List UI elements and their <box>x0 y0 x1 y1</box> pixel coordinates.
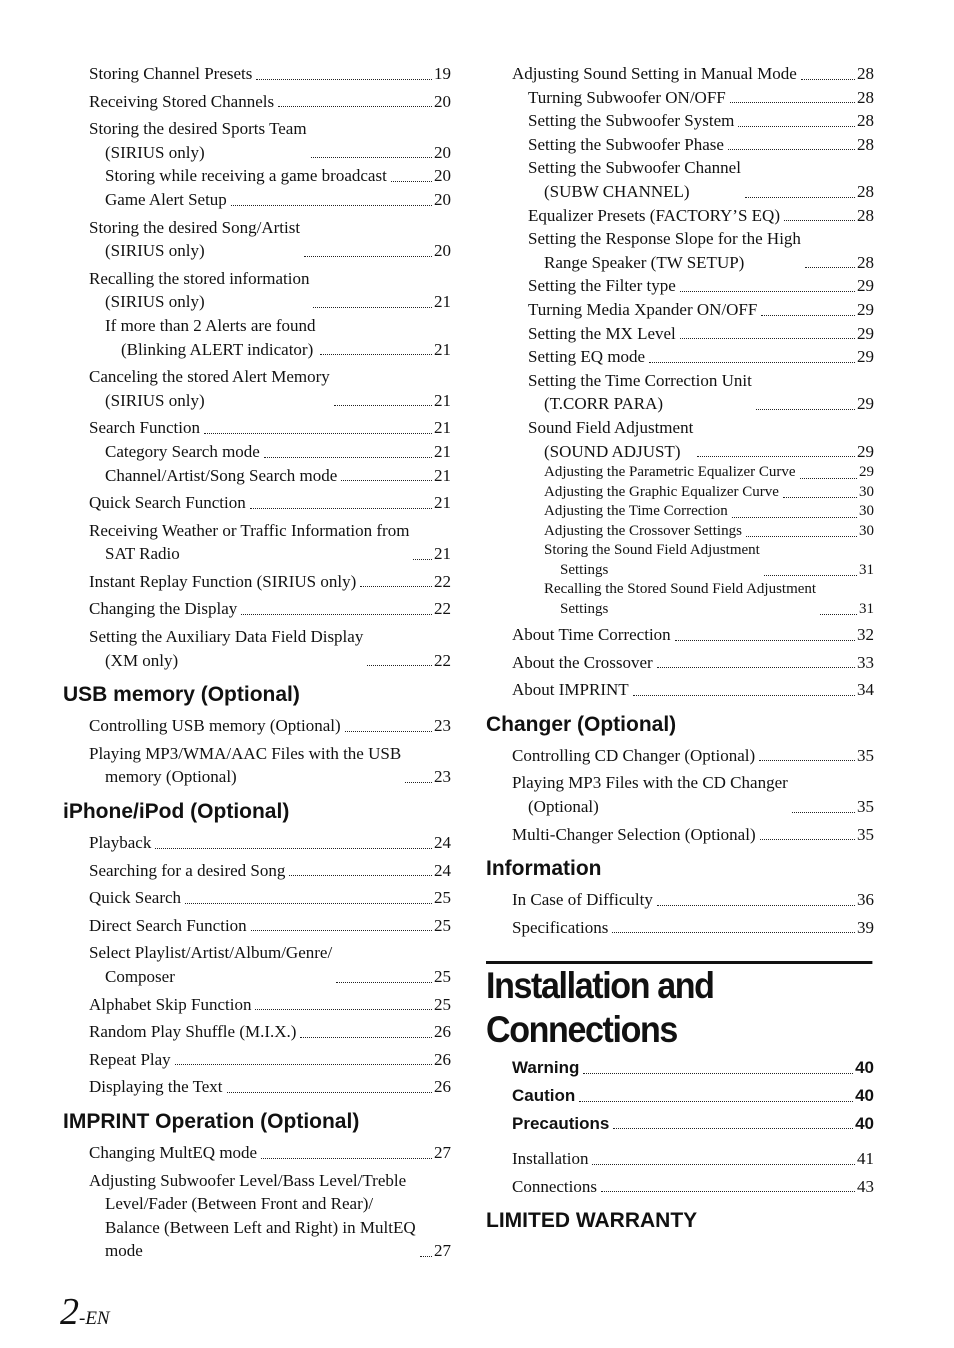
dot-leader <box>241 614 432 615</box>
toc-entry-title: Receiving Stored Channels <box>89 91 275 111</box>
toc-entry-page: 29 <box>857 299 874 319</box>
dot-leader <box>649 362 855 363</box>
toc-entry[interactable] <box>63 831 451 855</box>
toc-entry-title: Adjusting the Crossover Settings <box>544 522 742 539</box>
dot-leader <box>730 102 855 103</box>
toc-entry-title: Instant Replay Function (SIRIUS only) <box>89 571 357 591</box>
dot-leader <box>261 1158 432 1159</box>
section-heading: iPhone/iPod (Optional) <box>63 800 290 824</box>
dot-leader <box>341 480 432 481</box>
toc-entry-page: 28 <box>857 111 874 131</box>
section-heading: Changer (Optional) <box>486 712 677 736</box>
toc-entry-page: 30 <box>859 483 874 500</box>
dot-leader <box>278 106 432 107</box>
toc-entry[interactable] <box>63 570 451 594</box>
toc-entry-page: 28 <box>857 181 874 201</box>
dot-leader <box>300 1037 432 1038</box>
toc-entry[interactable] <box>486 522 874 542</box>
toc-entry-page: 22 <box>434 650 451 670</box>
toc-entry[interactable] <box>486 133 874 157</box>
toc-entry[interactable] <box>486 1175 874 1199</box>
dot-leader <box>367 665 432 666</box>
toc-entry-title: Adjusting the Parametric Equalizer Curve <box>544 464 796 481</box>
toc-entry-title: Controlling CD Changer (Optional) <box>512 745 756 765</box>
dot-leader <box>413 559 432 560</box>
dot-leader <box>801 79 855 80</box>
toc-entry-page: 31 <box>859 561 874 578</box>
toc-entry-title: Setting the Time Correction Unit (T.CORR PARA) <box>528 370 752 414</box>
toc-entry-title: Changing MultEQ mode <box>89 1142 258 1162</box>
toc-entry[interactable] <box>486 502 874 522</box>
toc-entry[interactable] <box>63 90 451 114</box>
toc-entry-page: 40 <box>855 1113 874 1133</box>
toc-entry[interactable] <box>63 1020 451 1044</box>
dot-leader <box>745 197 855 198</box>
page-footer <box>60 1290 110 1334</box>
dot-leader <box>583 1073 853 1074</box>
toc-entry[interactable] <box>486 651 874 675</box>
toc-entry-title: In Case of Difficulty <box>512 890 653 910</box>
toc-entry[interactable] <box>63 1169 451 1263</box>
toc-entry-title: Setting the Auxiliary Data Field Display (XM only) <box>89 627 364 670</box>
toc-entry-page: 29 <box>859 464 874 481</box>
toc-entry[interactable] <box>486 227 874 274</box>
dot-leader <box>304 256 432 257</box>
dot-leader <box>764 575 857 576</box>
toc-entry-title: Setting the Subwoofer Phase <box>528 134 724 154</box>
toc-entry-page: 21 <box>434 339 451 359</box>
section-heading: IMPRINT Operation (Optional) <box>63 1109 360 1133</box>
toc-entry-page: 26 <box>434 1077 451 1097</box>
toc-entry-title: If more than 2 Alerts are found (Blinking ALERT indicator) <box>105 315 316 359</box>
toc-entry[interactable] <box>63 216 451 263</box>
toc-entry[interactable] <box>486 298 874 322</box>
toc-entry[interactable] <box>486 916 874 940</box>
toc-entry-page: 24 <box>434 833 451 853</box>
toc-entry-page: 35 <box>857 745 874 765</box>
dot-leader <box>579 1101 853 1102</box>
toc-entry-title: Setting the Filter type <box>528 276 676 296</box>
toc-entry[interactable] <box>63 365 451 412</box>
toc-entry-page: 27 <box>434 1142 451 1162</box>
toc-entry[interactable] <box>63 859 451 883</box>
toc-entry-page: 20 <box>434 166 451 186</box>
dot-leader <box>264 457 432 458</box>
toc-entry-title: Adjusting Subwoofer Level/Bass Level/Treble Level/Fader (Between Front and Rear)/ Balance (Between Left and Right) in MultEQ mode <box>89 1170 416 1261</box>
toc-entry-title: Setting the MX Level <box>528 323 676 343</box>
toc-entry-page: 25 <box>434 967 451 986</box>
toc-entry[interactable] <box>486 888 874 912</box>
toc-entry-title: Receiving Weather or Traffic Information from SAT Radio <box>89 520 410 564</box>
toc-entry-page: 25 <box>434 915 451 935</box>
toc-entry[interactable] <box>63 1075 451 1099</box>
toc-entry-page: 24 <box>434 860 451 880</box>
toc-entry-page: 34 <box>857 680 874 700</box>
toc-entry[interactable] <box>63 941 451 988</box>
dot-leader <box>697 456 855 457</box>
dot-leader <box>313 307 432 308</box>
toc-entry-page: 25 <box>434 888 451 908</box>
toc-entry[interactable] <box>63 416 451 440</box>
dot-leader <box>289 875 432 876</box>
toc-entry[interactable] <box>63 886 451 910</box>
toc-entry-page: 21 <box>434 390 451 410</box>
toc-entry-page: 21 <box>434 441 451 461</box>
toc-entry-title: Adjusting the Graphic Equalizer Curve <box>544 483 779 500</box>
dot-leader <box>360 586 432 587</box>
toc-entry-title: Quick Search Function <box>89 493 246 513</box>
toc-entry[interactable] <box>486 1147 874 1171</box>
toc-entry-page: 28 <box>857 205 874 225</box>
toc-entry[interactable] <box>486 345 874 369</box>
toc-entry-title: Changing the Display <box>89 599 238 619</box>
dot-leader <box>792 812 855 813</box>
toc-entry-title: Game Alert Setup <box>105 189 227 209</box>
toc-entry-page: 21 <box>434 465 451 485</box>
toc-entry-page: 27 <box>434 1241 451 1261</box>
dot-leader <box>680 291 855 292</box>
toc-entry[interactable] <box>486 541 874 580</box>
toc-entry[interactable] <box>486 483 874 503</box>
toc-entry-title: Channel/Artist/Song Search mode <box>105 465 338 485</box>
section-heading: LIMITED WARRANTY <box>486 1209 698 1233</box>
toc-entry-page: 40 <box>855 1086 874 1106</box>
toc-entry-page: 29 <box>857 394 874 414</box>
toc-entry-title: Playback <box>89 833 152 853</box>
toc-entry-title: Setting EQ mode <box>528 347 646 367</box>
page-language-suffix: -EN <box>79 1308 110 1329</box>
dot-leader <box>675 640 855 641</box>
toc-entry-title: Setting the Response Slope for the High Range Speaker (TW SETUP) <box>528 229 801 272</box>
toc-entry[interactable] <box>63 519 451 566</box>
toc-entry[interactable] <box>63 625 451 672</box>
toc-entry[interactable] <box>63 440 451 464</box>
dot-leader <box>405 782 432 783</box>
dot-leader <box>227 1092 432 1093</box>
toc-entry-title: Playing MP3/WMA/AAC Files with the USB memory (Optional) <box>89 743 402 787</box>
chapter-title: Installation and Connections <box>486 961 872 1052</box>
toc-entry[interactable] <box>486 86 874 110</box>
toc-entry-title: Displaying the Text <box>89 1077 223 1097</box>
toc-entry-title: Alphabet Skip Function <box>89 994 252 1014</box>
toc-entry-page: 28 <box>857 134 874 154</box>
dot-leader <box>612 932 855 933</box>
toc-entry-page: 21 <box>434 418 451 438</box>
toc-right-column <box>486 58 874 1240</box>
toc-entry-title: Searching for a desired Song <box>89 860 286 880</box>
toc-entry-page: 35 <box>857 797 874 817</box>
toc-entry-page: 29 <box>857 441 874 461</box>
toc-entry[interactable] <box>486 416 874 463</box>
toc-entry-page: 20 <box>434 142 451 162</box>
toc-entry-page: 22 <box>434 599 451 619</box>
toc-entry-page: 29 <box>857 347 874 367</box>
dot-leader <box>746 536 857 537</box>
toc-entry-title: Turning Subwoofer ON/OFF <box>528 87 726 107</box>
toc-entry-page: 28 <box>857 252 874 272</box>
toc-entry-title: Specifications <box>512 917 609 937</box>
dot-leader <box>204 433 432 434</box>
toc-entry[interactable] <box>63 1048 451 1072</box>
toc-entry-page: 33 <box>857 652 874 672</box>
dot-leader <box>231 205 432 206</box>
section-heading: USB memory (Optional) <box>63 683 300 707</box>
toc-entry[interactable] <box>486 580 874 619</box>
dot-leader <box>336 982 432 983</box>
toc-entry-page: 22 <box>434 571 451 591</box>
toc-entry-page: 23 <box>434 767 451 787</box>
toc-entry-page: 35 <box>857 824 874 844</box>
toc-entry-page: 39 <box>857 917 874 937</box>
toc-entry-title: Multi-Changer Selection (Optional) <box>512 824 756 844</box>
toc-entry-page: 29 <box>857 323 874 343</box>
dot-leader <box>657 905 855 906</box>
dot-leader <box>255 1009 432 1010</box>
toc-entry-title: Search Function <box>89 418 200 438</box>
toc-entry-title: Equalizer Presets (FACTORY’S EQ) <box>528 205 780 225</box>
toc-entry[interactable] <box>63 188 451 212</box>
dot-leader <box>820 614 857 615</box>
dot-leader <box>420 1256 432 1257</box>
toc-entry-title: Adjusting Sound Setting in Manual Mode <box>512 64 797 83</box>
dot-leader <box>756 409 855 410</box>
toc-entry-page: 32 <box>857 625 874 645</box>
toc-entry-page: 28 <box>857 87 874 107</box>
toc-entry-page: 20 <box>434 91 451 111</box>
toc-entry-title: Storing Channel Presets <box>89 64 253 83</box>
dot-leader <box>251 930 432 931</box>
toc-entry-page: 41 <box>857 1149 874 1169</box>
toc-entry-title: Precautions <box>512 1113 610 1133</box>
toc-entry-title: Controlling USB memory (Optional) <box>89 716 341 736</box>
toc-entry-title: Storing the Sound Field Adjustment Settings <box>544 542 760 578</box>
toc-entry[interactable] <box>63 914 451 938</box>
section-heading: Information <box>486 857 602 881</box>
toc-entry[interactable] <box>63 993 451 1017</box>
toc-entry[interactable] <box>486 156 874 203</box>
toc-entry[interactable] <box>486 369 874 416</box>
toc-entry[interactable] <box>486 823 874 847</box>
toc-entry-title: Recalling the Stored Sound Field Adjustment Settings <box>544 581 817 617</box>
dot-leader <box>783 497 857 498</box>
dot-leader <box>761 315 855 316</box>
spacer <box>486 1135 874 1143</box>
toc-entry-title: Adjusting the Time Correction <box>544 503 728 520</box>
toc-entry-title: Connections <box>512 1176 597 1196</box>
toc-entry[interactable] <box>486 1084 874 1108</box>
toc-entry-page: 28 <box>857 64 874 83</box>
toc-entry-page: 21 <box>434 292 451 312</box>
toc-entry-page: 20 <box>434 241 451 261</box>
dot-leader <box>155 848 432 849</box>
dot-leader <box>592 1164 855 1165</box>
dot-leader <box>334 405 432 406</box>
toc-entry-title: Recalling the stored information (SIRIUS only) <box>89 268 310 312</box>
toc-entry[interactable] <box>486 1056 874 1080</box>
toc-entry-title: Sound Field Adjustment (SOUND ADJUST) <box>528 417 694 461</box>
toc-entry-title: Installation <box>512 1149 589 1169</box>
toc-entry[interactable] <box>63 742 451 789</box>
dot-leader <box>805 267 855 268</box>
toc-entry-title: Direct Search Function <box>89 915 247 935</box>
toc-entry[interactable] <box>63 597 451 621</box>
dot-leader <box>601 1191 855 1192</box>
dot-leader <box>800 478 857 479</box>
toc-entry-title: Select Playlist/Artist/Album/Genre/ Composer <box>89 943 333 986</box>
dot-leader <box>732 517 857 518</box>
toc-entry[interactable] <box>63 314 451 361</box>
toc-entry-page: 29 <box>857 276 874 296</box>
page-number: 2 <box>60 1291 79 1333</box>
dot-leader <box>680 338 855 339</box>
dot-leader <box>256 79 432 80</box>
toc-entry-title: Warning <box>512 1058 580 1078</box>
dot-leader <box>320 354 432 355</box>
toc-entry-title: Setting the Subwoofer System <box>528 111 735 131</box>
dot-leader <box>345 731 432 732</box>
toc-entry-page: 26 <box>434 1049 451 1069</box>
toc-entry[interactable] <box>63 1141 451 1165</box>
toc-entry-title: About Time Correction <box>512 625 671 645</box>
toc-entry[interactable] <box>63 464 451 488</box>
toc-entry[interactable] <box>63 62 451 86</box>
toc-entry[interactable] <box>486 322 874 346</box>
dot-leader <box>759 760 855 761</box>
toc-entry-page: 43 <box>857 1176 874 1196</box>
toc-entry-title: Storing the desired Sports Team (SIRIUS only) <box>89 119 307 162</box>
dot-leader <box>311 157 432 158</box>
toc-entry-page: 40 <box>855 1058 874 1078</box>
toc-entry[interactable] <box>486 62 874 86</box>
toc-entry[interactable] <box>63 117 451 164</box>
toc-entry[interactable] <box>486 771 874 818</box>
toc-entry-title: Turning Media Xpander ON/OFF <box>528 299 758 319</box>
toc-left-column <box>63 58 451 1263</box>
dot-leader <box>738 126 855 127</box>
toc-entry-title: About IMPRINT <box>512 680 629 700</box>
dot-leader <box>633 695 855 696</box>
toc-entry-title: Random Play Shuffle (M.I.X.) <box>89 1022 297 1042</box>
toc-entry[interactable] <box>63 267 451 314</box>
dot-leader <box>391 181 432 182</box>
toc-entry-page: 26 <box>434 1022 451 1042</box>
dot-leader <box>185 903 432 904</box>
dot-leader <box>728 149 855 150</box>
toc-entry-page: 30 <box>859 522 874 539</box>
toc-entry-title: Caution <box>512 1086 576 1106</box>
toc-entry-title: Storing while receiving a game broadcast <box>105 166 387 186</box>
dot-leader <box>175 1064 432 1065</box>
toc-entry-title: Playing MP3 Files with the CD Changer (Optional) <box>512 773 788 817</box>
toc-entry-title: Repeat Play <box>89 1049 171 1069</box>
toc-entry[interactable] <box>63 164 451 188</box>
dot-leader <box>760 839 855 840</box>
toc-entry-title: Setting the Subwoofer Channel (SUBW CHANNEL) <box>528 158 741 201</box>
toc-entry-title: Storing the desired Song/Artist (SIRIUS only) <box>89 217 301 261</box>
toc-entry-page: 20 <box>434 189 451 209</box>
toc-entry-title: Quick Search <box>89 888 182 908</box>
dot-leader <box>657 667 855 668</box>
toc-entry[interactable] <box>486 109 874 133</box>
toc-entry-title: Category Search mode <box>105 441 260 461</box>
toc-entry-page: 25 <box>434 994 451 1014</box>
toc-entry[interactable] <box>486 678 874 702</box>
toc-entry-page: 19 <box>434 64 451 83</box>
toc-entry-title: About the Crossover <box>512 652 653 672</box>
dot-leader <box>613 1128 853 1129</box>
toc-entry[interactable] <box>486 204 874 228</box>
toc-entry-page: 21 <box>434 544 451 564</box>
toc-entry[interactable] <box>486 623 874 647</box>
toc-entry[interactable] <box>486 463 874 483</box>
toc-entry-page: 21 <box>434 493 451 513</box>
toc-entry-page: 30 <box>859 503 874 520</box>
toc-entry[interactable] <box>486 1112 874 1136</box>
toc-entry[interactable] <box>63 714 451 738</box>
toc-entry[interactable] <box>486 744 874 768</box>
dot-leader <box>784 220 855 221</box>
toc-entry-page: 23 <box>434 716 451 736</box>
dot-leader <box>250 508 432 509</box>
toc-entry[interactable] <box>486 274 874 298</box>
toc-entry-page: 36 <box>857 890 874 910</box>
toc-entry-title: Canceling the stored Alert Memory (SIRIUS only) <box>89 367 330 410</box>
toc-entry-page: 31 <box>859 600 874 617</box>
toc-entry[interactable] <box>63 491 451 515</box>
